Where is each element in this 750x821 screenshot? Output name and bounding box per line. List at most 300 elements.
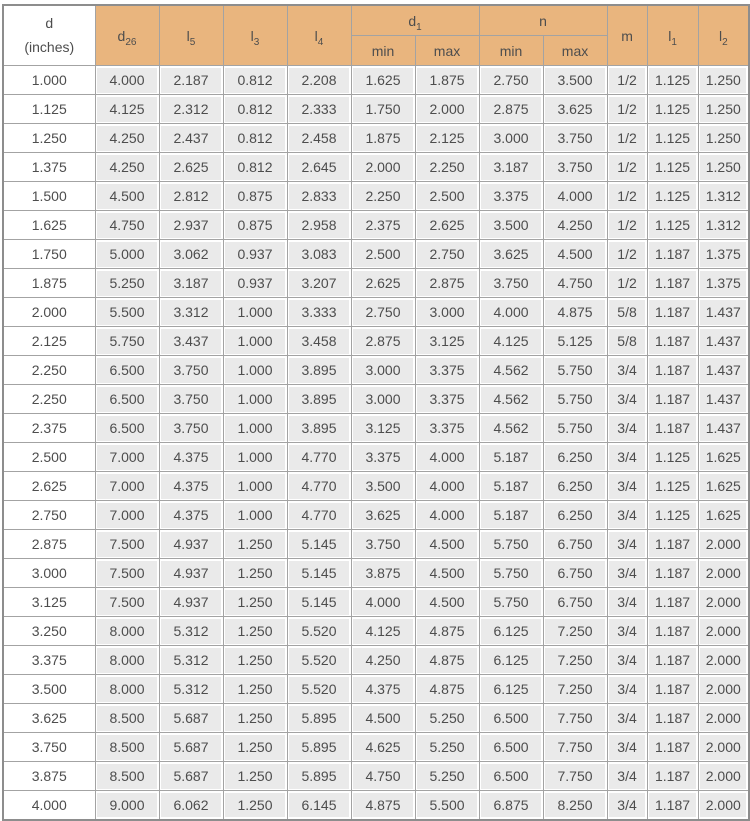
table-row bbox=[3, 95, 749, 124]
cell-value: 2.000 bbox=[698, 791, 749, 821]
cell-value: 1.000 bbox=[223, 501, 287, 530]
cell-value: 6.145 bbox=[287, 791, 351, 821]
column-header-l1: $l_1$ bbox=[647, 5, 698, 66]
cell-value: 3.458 bbox=[287, 327, 351, 356]
cell-value: 3.750 bbox=[159, 414, 223, 443]
subheader-n-min: min bbox=[479, 36, 543, 66]
cell-value: 3.895 bbox=[287, 356, 351, 385]
cell-value: 4.125 bbox=[95, 95, 159, 124]
cell-value: 2.125 bbox=[415, 124, 479, 153]
cell-value: 5.750 bbox=[543, 385, 607, 414]
cell-value: 2.000 bbox=[698, 733, 749, 762]
cell-d-value: 4.000 bbox=[3, 791, 95, 821]
cell-value: 5.500 bbox=[415, 791, 479, 821]
cell-value: 3.125 bbox=[351, 414, 415, 443]
cell-value: 3.437 bbox=[159, 327, 223, 356]
cell-value: 1.187 bbox=[647, 617, 698, 646]
cell-value: 0.937 bbox=[223, 240, 287, 269]
cell-value: 4.500 bbox=[543, 240, 607, 269]
cell-value: 3.750 bbox=[543, 153, 607, 182]
cell-value: 6.125 bbox=[479, 646, 543, 675]
cell-value: 1.250 bbox=[698, 153, 749, 182]
cell-value: 4.250 bbox=[95, 153, 159, 182]
table-row bbox=[3, 704, 749, 733]
cell-value: 1.250 bbox=[223, 530, 287, 559]
cell-value: 1.437 bbox=[698, 327, 749, 356]
cell-value: 1.000 bbox=[223, 356, 287, 385]
cell-value: 4.500 bbox=[415, 530, 479, 559]
cell-value: 4.000 bbox=[351, 588, 415, 617]
cell-value: 5.687 bbox=[159, 733, 223, 762]
cell-value: 2.333 bbox=[287, 95, 351, 124]
cell-value: 0.812 bbox=[223, 66, 287, 95]
cell-value: 2.312 bbox=[159, 95, 223, 124]
cell-d-value: 1.750 bbox=[3, 240, 95, 269]
cell-value: 5.187 bbox=[479, 443, 543, 472]
cell-value: 1.000 bbox=[223, 443, 287, 472]
cell-value: 8.500 bbox=[95, 733, 159, 762]
cell-d-value: 3.000 bbox=[3, 559, 95, 588]
cell-value: 1.250 bbox=[223, 559, 287, 588]
table-row bbox=[3, 443, 749, 472]
cell-value: 2.000 bbox=[698, 559, 749, 588]
table-row bbox=[3, 124, 749, 153]
cell-value: 2.937 bbox=[159, 211, 223, 240]
table-row bbox=[3, 762, 749, 791]
cell-value: 3.000 bbox=[351, 385, 415, 414]
cell-value: 1.000 bbox=[223, 298, 287, 327]
cell-value: 6.125 bbox=[479, 617, 543, 646]
cell-value: 1/2 bbox=[607, 66, 647, 95]
cell-value: 5.687 bbox=[159, 762, 223, 791]
cell-value: 1.187 bbox=[647, 675, 698, 704]
cell-value: 3/4 bbox=[607, 356, 647, 385]
dimensions-table bbox=[2, 4, 750, 821]
cell-value: 7.500 bbox=[95, 559, 159, 588]
cell-d-value: 2.250 bbox=[3, 385, 95, 414]
cell-value: 1.875 bbox=[351, 124, 415, 153]
cell-value: 3/4 bbox=[607, 472, 647, 501]
cell-value: 7.500 bbox=[95, 530, 159, 559]
table-row bbox=[3, 501, 749, 530]
cell-value: 5.750 bbox=[479, 588, 543, 617]
cell-value: 4.375 bbox=[159, 501, 223, 530]
cell-value: 2.000 bbox=[351, 153, 415, 182]
cell-d-value: 3.375 bbox=[3, 646, 95, 675]
cell-value: 3.500 bbox=[543, 66, 607, 95]
cell-value: 2.000 bbox=[415, 95, 479, 124]
subheader-d1-max: max bbox=[415, 36, 479, 66]
cell-value: 4.000 bbox=[543, 182, 607, 211]
cell-value: 1.187 bbox=[647, 704, 698, 733]
cell-value: 2.750 bbox=[351, 298, 415, 327]
cell-value: 4.562 bbox=[479, 385, 543, 414]
cell-value: 4.875 bbox=[351, 791, 415, 821]
cell-value: 5.187 bbox=[479, 501, 543, 530]
cell-value: 2.750 bbox=[415, 240, 479, 269]
cell-value: 3.625 bbox=[351, 501, 415, 530]
cell-value: 8.000 bbox=[95, 617, 159, 646]
table-row bbox=[3, 733, 749, 762]
cell-value: 5.895 bbox=[287, 762, 351, 791]
table-row bbox=[3, 617, 749, 646]
cell-value: 3/4 bbox=[607, 704, 647, 733]
table-row bbox=[3, 675, 749, 704]
cell-value: 4.125 bbox=[479, 327, 543, 356]
cell-value: 3.000 bbox=[351, 356, 415, 385]
cell-value: 3.062 bbox=[159, 240, 223, 269]
cell-value: 8.250 bbox=[543, 791, 607, 821]
cell-value: 7.250 bbox=[543, 646, 607, 675]
cell-value: 3.500 bbox=[479, 211, 543, 240]
cell-value: 1.312 bbox=[698, 211, 749, 240]
cell-value: 1.187 bbox=[647, 298, 698, 327]
table-row bbox=[3, 530, 749, 559]
cell-value: 1.250 bbox=[698, 124, 749, 153]
table-row bbox=[3, 385, 749, 414]
cell-value: 1.187 bbox=[647, 646, 698, 675]
cell-value: 5.750 bbox=[95, 327, 159, 356]
cell-value: 3/4 bbox=[607, 791, 647, 821]
cell-d-value: 3.750 bbox=[3, 733, 95, 762]
cell-value: 7.000 bbox=[95, 472, 159, 501]
cell-value: 1.250 bbox=[223, 617, 287, 646]
cell-value: 4.875 bbox=[415, 617, 479, 646]
cell-value: 2.500 bbox=[351, 240, 415, 269]
cell-value: 6.062 bbox=[159, 791, 223, 821]
cell-value: 1.187 bbox=[647, 791, 698, 821]
cell-value: 5.250 bbox=[415, 704, 479, 733]
cell-value: 0.875 bbox=[223, 182, 287, 211]
cell-value: 2.833 bbox=[287, 182, 351, 211]
cell-value: 2.208 bbox=[287, 66, 351, 95]
cell-value: 0.812 bbox=[223, 95, 287, 124]
cell-value: 1.312 bbox=[698, 182, 749, 211]
table-body bbox=[3, 66, 749, 821]
cell-value: 4.770 bbox=[287, 443, 351, 472]
cell-value: 5.520 bbox=[287, 675, 351, 704]
cell-value: 1.187 bbox=[647, 530, 698, 559]
cell-value: 1.187 bbox=[647, 240, 698, 269]
cell-value: 8.500 bbox=[95, 704, 159, 733]
cell-d-value: 2.000 bbox=[3, 298, 95, 327]
table-row bbox=[3, 472, 749, 501]
column-header-m: m bbox=[607, 5, 647, 66]
cell-value: 5.895 bbox=[287, 704, 351, 733]
cell-value: 1.250 bbox=[223, 733, 287, 762]
cell-value: 1.625 bbox=[698, 472, 749, 501]
cell-value: 2.187 bbox=[159, 66, 223, 95]
cell-value: 1.000 bbox=[223, 385, 287, 414]
cell-value: 2.625 bbox=[159, 153, 223, 182]
cell-value: 1/2 bbox=[607, 153, 647, 182]
cell-value: 1.625 bbox=[698, 501, 749, 530]
cell-value: 2.875 bbox=[479, 95, 543, 124]
cell-value: 4.625 bbox=[351, 733, 415, 762]
cell-d-value: 1.875 bbox=[3, 269, 95, 298]
table-row bbox=[3, 211, 749, 240]
cell-value: 2.250 bbox=[415, 153, 479, 182]
cell-value: 1.750 bbox=[351, 95, 415, 124]
table-row bbox=[3, 559, 749, 588]
cell-value: 5.250 bbox=[95, 269, 159, 298]
cell-value: 5.312 bbox=[159, 617, 223, 646]
cell-value: 5.750 bbox=[543, 356, 607, 385]
cell-value: 3/4 bbox=[607, 617, 647, 646]
cell-value: 4.125 bbox=[351, 617, 415, 646]
cell-value: 5.520 bbox=[287, 617, 351, 646]
cell-value: 1.125 bbox=[647, 501, 698, 530]
column-group-n: n bbox=[479, 5, 607, 36]
cell-value: 6.750 bbox=[543, 559, 607, 588]
cell-value: 6.500 bbox=[95, 356, 159, 385]
cell-value: 3/4 bbox=[607, 588, 647, 617]
cell-value: 7.250 bbox=[543, 675, 607, 704]
cell-value: 3.000 bbox=[415, 298, 479, 327]
table-row bbox=[3, 269, 749, 298]
cell-value: 3.207 bbox=[287, 269, 351, 298]
cell-value: 2.000 bbox=[698, 675, 749, 704]
table-row bbox=[3, 646, 749, 675]
cell-value: 6.500 bbox=[479, 762, 543, 791]
cell-value: 1/2 bbox=[607, 95, 647, 124]
cell-value: 2.458 bbox=[287, 124, 351, 153]
cell-value: 2.250 bbox=[351, 182, 415, 211]
cell-value: 3.000 bbox=[479, 124, 543, 153]
cell-value: 3/4 bbox=[607, 646, 647, 675]
cell-value: 4.500 bbox=[415, 559, 479, 588]
cell-value: 1.125 bbox=[647, 95, 698, 124]
cell-value: 5.145 bbox=[287, 559, 351, 588]
cell-value: 6.500 bbox=[479, 704, 543, 733]
cell-value: 1.187 bbox=[647, 356, 698, 385]
cell-value: 5.520 bbox=[287, 646, 351, 675]
cell-value: 1.187 bbox=[647, 414, 698, 443]
cell-value: 6.750 bbox=[543, 530, 607, 559]
cell-value: 1.187 bbox=[647, 762, 698, 791]
cell-value: 5.895 bbox=[287, 733, 351, 762]
cell-value: 4.250 bbox=[543, 211, 607, 240]
cell-value: 5.750 bbox=[479, 530, 543, 559]
cell-value: 4.375 bbox=[351, 675, 415, 704]
cell-value: 1.250 bbox=[223, 675, 287, 704]
cell-value: 6.500 bbox=[95, 385, 159, 414]
cell-value: 2.812 bbox=[159, 182, 223, 211]
cell-value: 1.125 bbox=[647, 153, 698, 182]
subheader-d1-min: min bbox=[351, 36, 415, 66]
cell-d-value: 2.750 bbox=[3, 501, 95, 530]
cell-value: 3.375 bbox=[351, 443, 415, 472]
cell-value: 3.625 bbox=[543, 95, 607, 124]
cell-value: 2.500 bbox=[415, 182, 479, 211]
cell-value: 2.000 bbox=[698, 762, 749, 791]
cell-value: 3.750 bbox=[543, 124, 607, 153]
cell-value: 6.750 bbox=[543, 588, 607, 617]
cell-d-value: 2.375 bbox=[3, 414, 95, 443]
cell-value: 0.812 bbox=[223, 153, 287, 182]
cell-value: 3.312 bbox=[159, 298, 223, 327]
cell-value: 3.895 bbox=[287, 414, 351, 443]
cell-value: 3.375 bbox=[415, 385, 479, 414]
cell-d-value: 3.625 bbox=[3, 704, 95, 733]
cell-value: 2.000 bbox=[698, 617, 749, 646]
cell-value: 7.750 bbox=[543, 733, 607, 762]
cell-d-value: 2.875 bbox=[3, 530, 95, 559]
column-header-l5: $l_5$ bbox=[159, 5, 223, 66]
cell-value: 1/2 bbox=[607, 240, 647, 269]
cell-value: 8.500 bbox=[95, 762, 159, 791]
cell-value: 1.250 bbox=[223, 791, 287, 821]
cell-value: 5/8 bbox=[607, 327, 647, 356]
cell-value: 4.000 bbox=[95, 66, 159, 95]
cell-value: 4.770 bbox=[287, 501, 351, 530]
cell-value: 4.375 bbox=[159, 472, 223, 501]
cell-value: 0.875 bbox=[223, 211, 287, 240]
table-row bbox=[3, 66, 749, 95]
cell-value: 3.083 bbox=[287, 240, 351, 269]
cell-value: 5.000 bbox=[95, 240, 159, 269]
cell-value: 2.875 bbox=[351, 327, 415, 356]
cell-value: 1.250 bbox=[223, 704, 287, 733]
cell-value: 1.625 bbox=[351, 66, 415, 95]
cell-value: 4.937 bbox=[159, 588, 223, 617]
cell-d-value: 1.250 bbox=[3, 124, 95, 153]
cell-value: 3.750 bbox=[159, 356, 223, 385]
cell-value: 1.187 bbox=[647, 588, 698, 617]
cell-value: 1/2 bbox=[607, 124, 647, 153]
cell-value: 5.187 bbox=[479, 472, 543, 501]
cell-value: 2.645 bbox=[287, 153, 351, 182]
cell-d-value: 2.625 bbox=[3, 472, 95, 501]
cell-value: 6.500 bbox=[479, 733, 543, 762]
cell-value: 5.500 bbox=[95, 298, 159, 327]
cell-value: 3/4 bbox=[607, 443, 647, 472]
cell-value: 4.000 bbox=[415, 472, 479, 501]
cell-value: 1/2 bbox=[607, 269, 647, 298]
cell-value: 4.375 bbox=[159, 443, 223, 472]
cell-value: 4.562 bbox=[479, 356, 543, 385]
cell-value: 5.125 bbox=[543, 327, 607, 356]
cell-value: 6.500 bbox=[95, 414, 159, 443]
cell-value: 1.375 bbox=[698, 240, 749, 269]
cell-value: 3/4 bbox=[607, 414, 647, 443]
cell-value: 3/4 bbox=[607, 501, 647, 530]
cell-d-value: 2.125 bbox=[3, 327, 95, 356]
cell-value: 4.750 bbox=[351, 762, 415, 791]
cell-value: 4.250 bbox=[95, 124, 159, 153]
table-row bbox=[3, 298, 749, 327]
cell-value: 4.000 bbox=[479, 298, 543, 327]
cell-value: 2.625 bbox=[415, 211, 479, 240]
cell-value: 2.625 bbox=[351, 269, 415, 298]
cell-d-value: 3.500 bbox=[3, 675, 95, 704]
cell-d-value: 1.000 bbox=[3, 66, 95, 95]
cell-value: 6.250 bbox=[543, 443, 607, 472]
cell-value: 3.125 bbox=[415, 327, 479, 356]
table-row bbox=[3, 327, 749, 356]
cell-value: 1.250 bbox=[223, 646, 287, 675]
cell-value: 1.187 bbox=[647, 385, 698, 414]
cell-value: 1.125 bbox=[647, 182, 698, 211]
cell-value: 1.125 bbox=[647, 472, 698, 501]
cell-value: 1.437 bbox=[698, 385, 749, 414]
cell-value: 1.375 bbox=[698, 269, 749, 298]
cell-value: 2.750 bbox=[479, 66, 543, 95]
cell-value: 7.750 bbox=[543, 704, 607, 733]
cell-value: 2.437 bbox=[159, 124, 223, 153]
cell-value: 1.000 bbox=[223, 472, 287, 501]
cell-value: 1.437 bbox=[698, 414, 749, 443]
cell-d-value: 3.125 bbox=[3, 588, 95, 617]
cell-value: 4.500 bbox=[351, 704, 415, 733]
cell-value: 5.312 bbox=[159, 646, 223, 675]
cell-value: 3/4 bbox=[607, 530, 647, 559]
cell-value: 2.000 bbox=[698, 646, 749, 675]
cell-value: 3.375 bbox=[415, 414, 479, 443]
cell-value: 5.750 bbox=[479, 559, 543, 588]
cell-value: 3/4 bbox=[607, 762, 647, 791]
column-header-l4: $l_4$ bbox=[287, 5, 351, 66]
cell-d-value: 1.625 bbox=[3, 211, 95, 240]
table-header bbox=[3, 5, 749, 66]
cell-value: 7.000 bbox=[95, 443, 159, 472]
table-row bbox=[3, 588, 749, 617]
cell-value: 1.875 bbox=[415, 66, 479, 95]
cell-value: 6.875 bbox=[479, 791, 543, 821]
cell-value: 1.000 bbox=[223, 414, 287, 443]
column-header-d26: $d_{26}$ bbox=[95, 5, 159, 66]
cell-value: 5.250 bbox=[415, 733, 479, 762]
cell-value: 2.000 bbox=[698, 588, 749, 617]
cell-value: 5.750 bbox=[543, 414, 607, 443]
cell-value: 3.187 bbox=[479, 153, 543, 182]
header-d-line2: (inches) bbox=[24, 38, 75, 55]
cell-value: 1.125 bbox=[647, 124, 698, 153]
column-group-d1: $d_1$ bbox=[351, 5, 479, 36]
cell-value: 4.937 bbox=[159, 530, 223, 559]
cell-value: 3.375 bbox=[415, 356, 479, 385]
cell-value: 3.333 bbox=[287, 298, 351, 327]
cell-value: 1.125 bbox=[647, 443, 698, 472]
cell-value: 1.125 bbox=[647, 66, 698, 95]
cell-value: 3/4 bbox=[607, 385, 647, 414]
cell-value: 1.250 bbox=[698, 95, 749, 124]
cell-value: 3.750 bbox=[159, 385, 223, 414]
cell-value: 1.250 bbox=[698, 66, 749, 95]
cell-value: 1.187 bbox=[647, 327, 698, 356]
cell-value: 1.437 bbox=[698, 298, 749, 327]
cell-value: 6.250 bbox=[543, 501, 607, 530]
table-row bbox=[3, 240, 749, 269]
table-row bbox=[3, 182, 749, 211]
cell-value: 8.000 bbox=[95, 646, 159, 675]
cell-value: 5.145 bbox=[287, 530, 351, 559]
cell-value: 8.000 bbox=[95, 675, 159, 704]
cell-value: 4.937 bbox=[159, 559, 223, 588]
cell-value: 3.875 bbox=[351, 559, 415, 588]
cell-value: 6.125 bbox=[479, 675, 543, 704]
cell-d-value: 1.125 bbox=[3, 95, 95, 124]
cell-d-value: 3.875 bbox=[3, 762, 95, 791]
cell-value: 2.000 bbox=[698, 530, 749, 559]
cell-value: 7.250 bbox=[543, 617, 607, 646]
cell-value: 4.770 bbox=[287, 472, 351, 501]
cell-value: 3/4 bbox=[607, 733, 647, 762]
cell-value: 1.187 bbox=[647, 733, 698, 762]
cell-d-value: 1.375 bbox=[3, 153, 95, 182]
cell-value: 2.875 bbox=[415, 269, 479, 298]
cell-value: 0.937 bbox=[223, 269, 287, 298]
